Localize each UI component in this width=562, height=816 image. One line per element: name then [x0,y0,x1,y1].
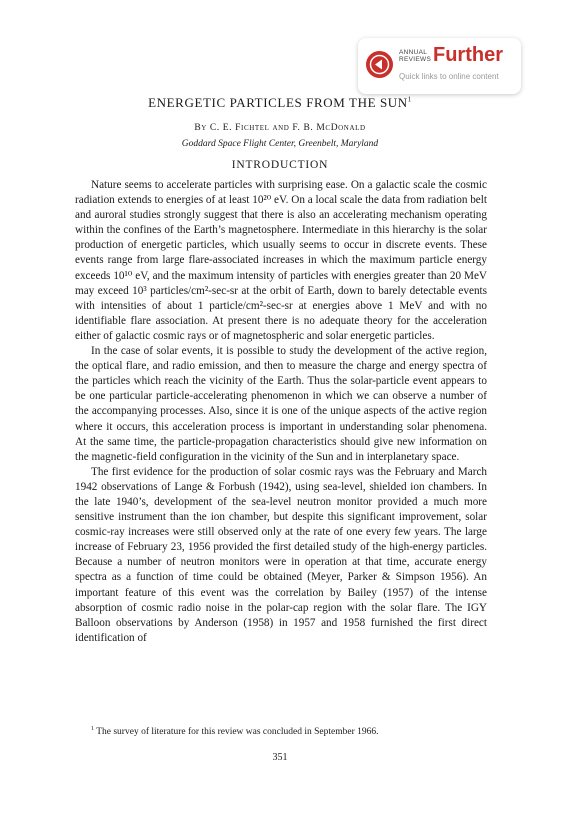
badge-annual-reviews [399,49,435,63]
footnote [91,726,491,737]
body-paragraph: In the case of solar events, it is possible to study the development of the active region, the optical flare, and radio emission, and then to measure the charge and energy spectra of the particles which reach the vicinity of the Earth. Thus the solar-particle event appears to be one particular particle-accelerating phenomenon in which we can observe a number of the accompanying processes. Also, since it is one of the unique aspects of the active region where it occurs, this acceleration process is important in understanding solar phenomena. At the same time, the particle-propagation characteristics should give new information on the magnetic-field configuration in the vicinity of the Sun and in interplanetary space. [75,345,487,463]
title-footnote-mark: 1 [407,95,412,104]
badge-reviews-label: REVIEWS [399,56,432,63]
body-paragraph: The first evidence for the production of solar cosmic rays was the February and March 1942 observations of Lange & Forbush (1942), using sea-level, shielded ion chambers. In the late 1940’s, development of the sea-level neutron monitor provided a much more sensitive instrument than the ion chamber, but despite this significant improvement, solar cosmic-ray increases were still observed only at the rate of one every few years. The large increase of February 23, 1956 provided the first detailed study of the high-energy particles. Because a number of neutron monitors were in operation at that time, accurate energy spectra as a function of time could be obtained (Meyer, Parker & Simpson 1956). An important feature of this event was the correlation by Bailey (1957) of the intense absorption of cosmic radio noise in the polar-cap region with the solar flare. The IGY Balloon observations by Anderson (1958) in 1957 and 1958 furnished the first direct identification of [75,465,487,644]
footnote-text: The survey of literature for this review was concluded in September 1966. [96,727,379,738]
article-title-text: ENERGETIC PARTICLES FROM THE SUN [148,95,408,110]
further-badge[interactable] [358,38,521,94]
article-authors: By C. E. Fichtel and F. B. McDonald [194,123,366,133]
article-title [80,95,480,111]
section-heading: INTRODUCTION [231,159,329,171]
footnote-mark: 1 [91,726,94,732]
article-body [75,178,487,646]
badge-further-label: Further [433,44,503,66]
badge-annual-label: ANNUAL [399,49,428,56]
badge-subtitle: Quick links to online content [399,72,499,81]
article-affiliation: Goddard Space Flight Center, Greenbelt, Maryland [181,139,379,149]
page-number: 351 [272,752,288,763]
play-icon [366,51,393,78]
body-paragraph: Nature seems to accelerate particles with surprising ease. On a galactic scale the cosmic radiation extends to energies of at least 10²⁰ eV. On a local scale the data from radiation belt and auroral studies strongly suggest that there is also an accelerating mechanism operating within the confines of the Earth’s magnetosphere. Intermediate in this hierarchy is the solar production of energetic particles, which usually seems to occur in discrete events. These events range from large flare-associated increases in which the maximum particle energy exceeds 10¹⁰ eV, and the maximum intensity of particles with energies greater than 20 MeV may exceed 10³ particles/cm²-sec-sr at the orbit of Earth, down to barely detectable events with intensities of about 1 particle/cm²-sec-sr at energies above 1 MeV and with no identifiable flare association. At present there is no adequate theory for the acceleration either of galactic cosmic rays or of magnetospheric and solar energetic particles. [75,179,487,342]
